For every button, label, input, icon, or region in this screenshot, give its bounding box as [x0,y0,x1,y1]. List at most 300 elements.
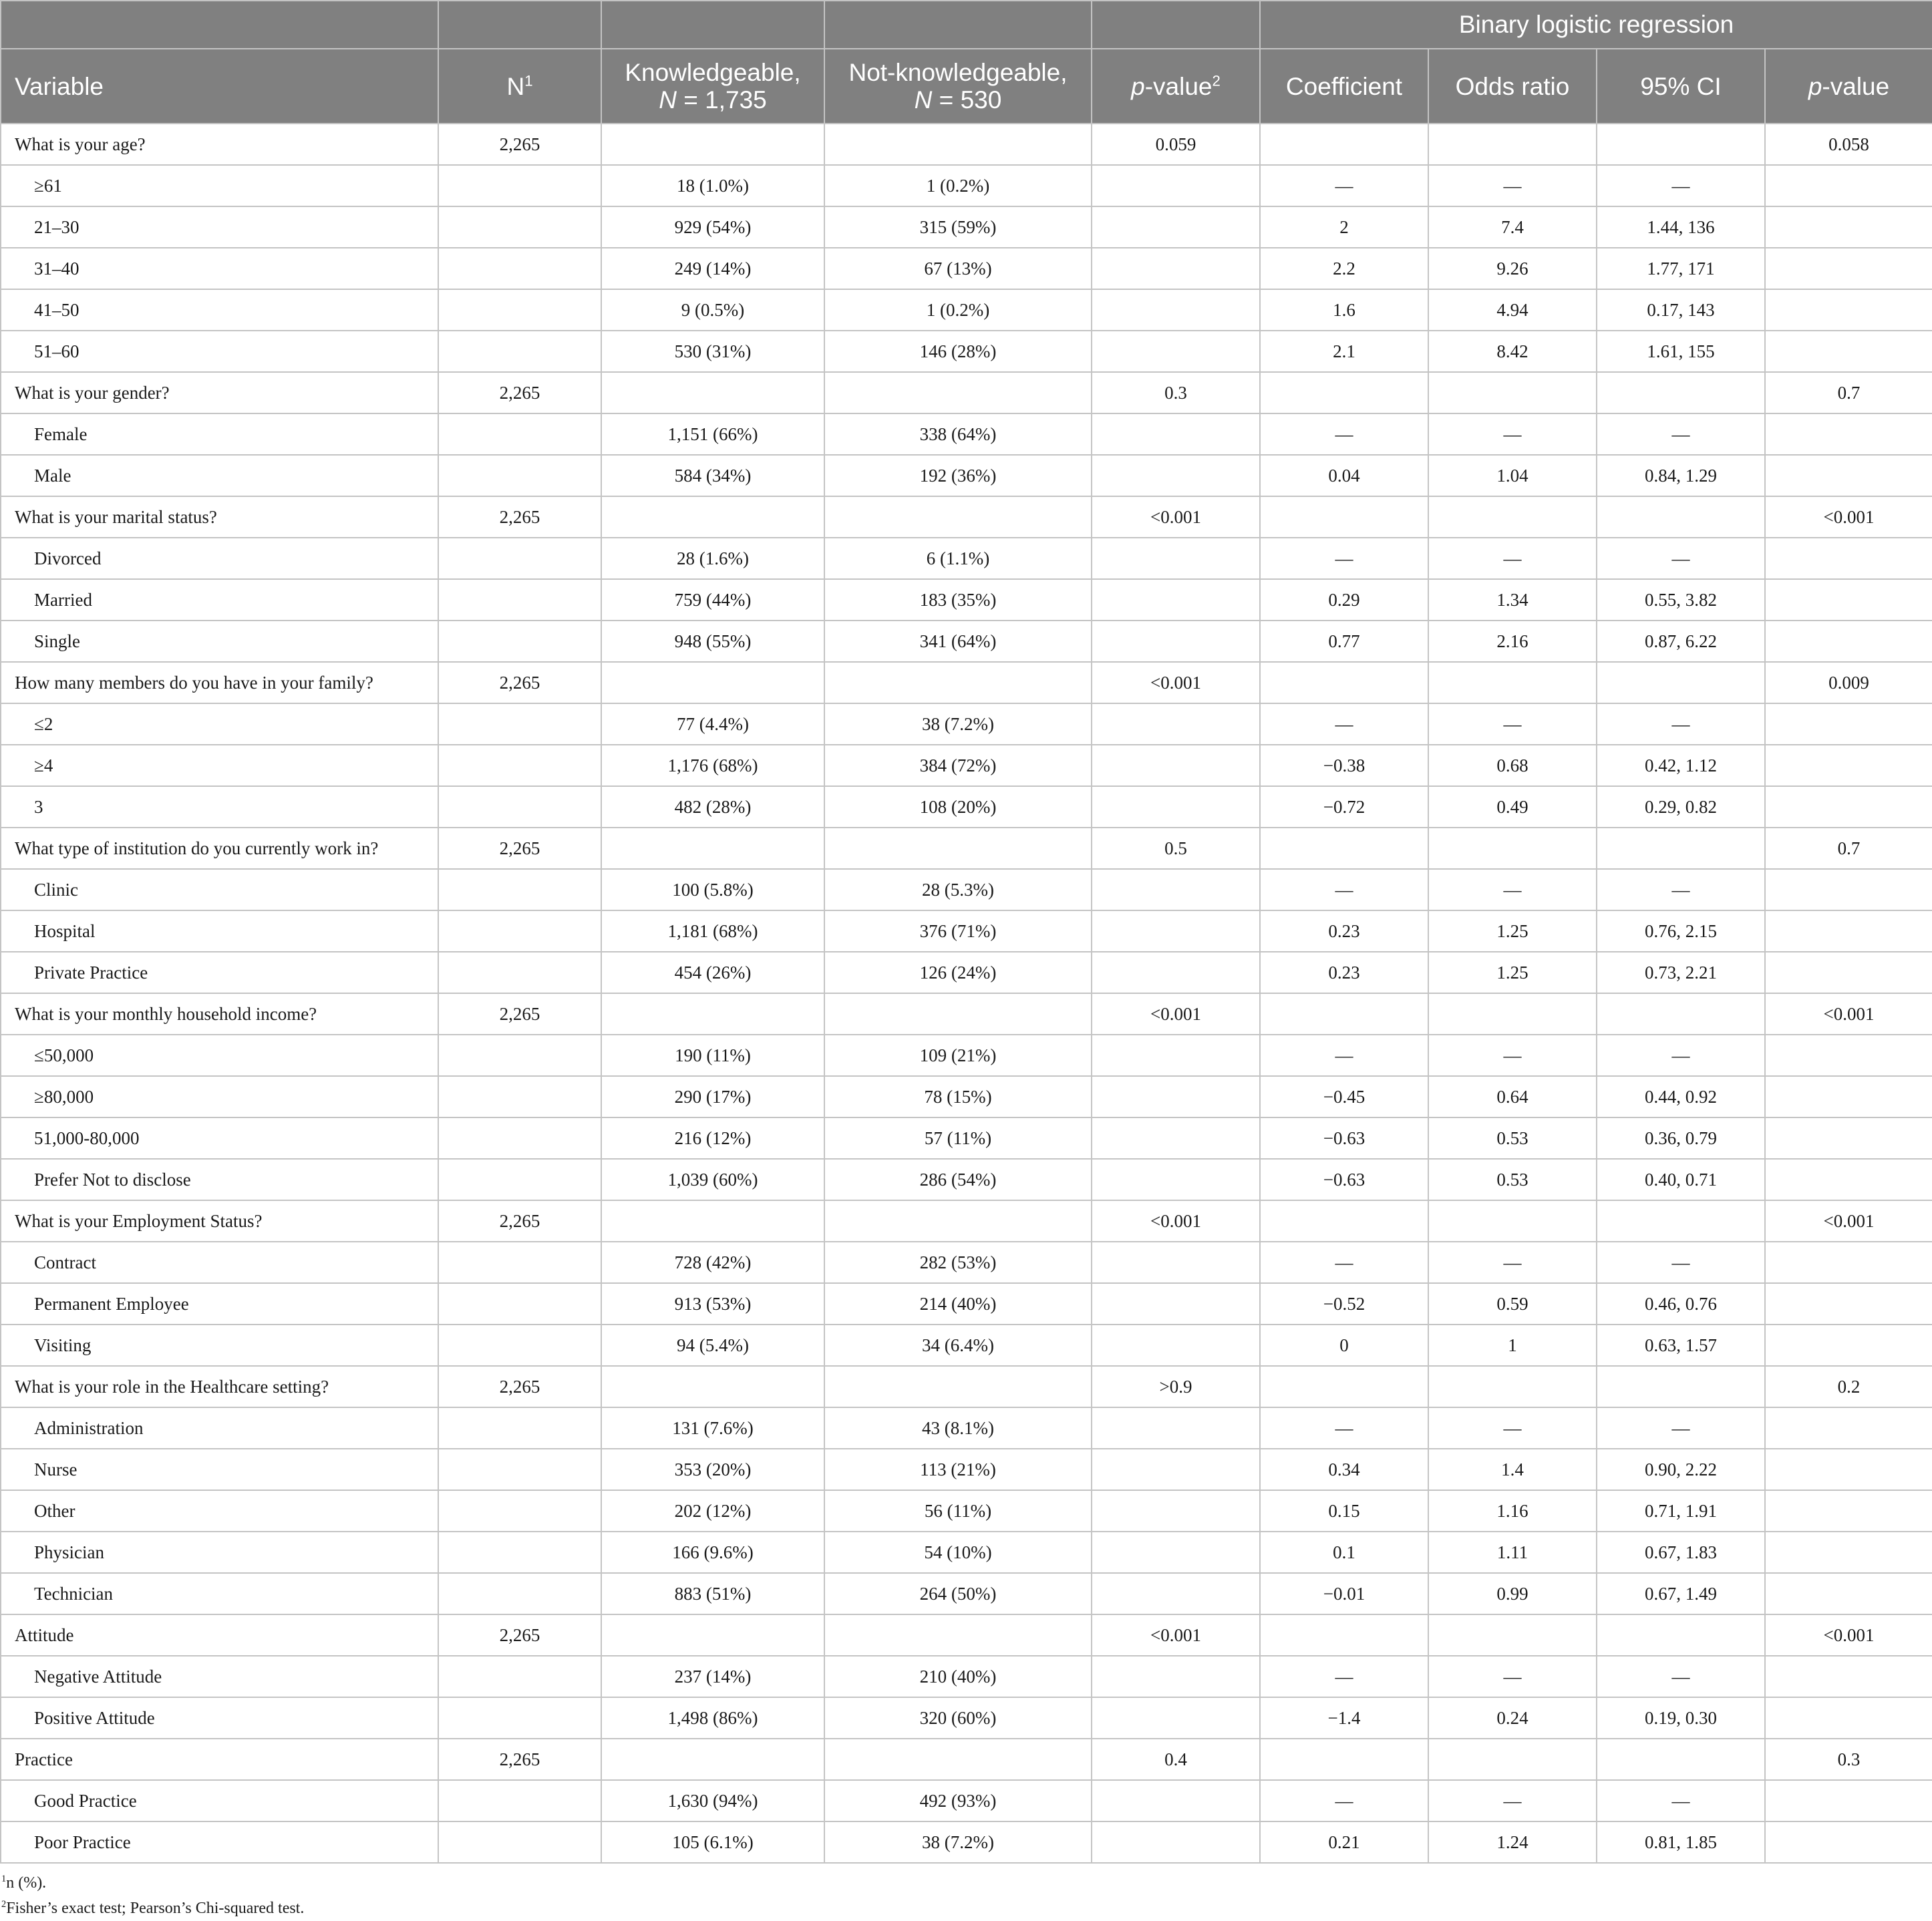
cell-variable: ≥80,000 [1,1076,438,1117]
cell-n [438,1821,601,1863]
cell-odds-ratio: — [1428,1035,1597,1076]
cell-n: 2,265 [438,372,601,413]
cell-variable: 51,000-80,000 [1,1117,438,1159]
table-row-level [1,621,1932,662]
cell-n [438,952,601,993]
cell-95-ci: 0.29, 0.82 [1597,786,1765,828]
cell-p-value: >0.9 [1092,1366,1260,1407]
cell-not-knowledgeable: 492 (93%) [824,1780,1092,1821]
cell-odds-ratio: 1.24 [1428,1821,1597,1863]
table-row-level [1,1159,1932,1200]
cell-n [438,1780,601,1821]
cell-coefficient: 0.23 [1260,952,1428,993]
cell-not-knowledgeable: 1 (0.2%) [824,289,1092,331]
cell-odds-ratio [1428,828,1597,869]
cell-variable: 51–60 [1,331,438,372]
cell-n: 2,265 [438,1200,601,1242]
table-row-level [1,952,1932,993]
cell-coefficient: 0.15 [1260,1490,1428,1532]
cell-95-ci [1597,1614,1765,1656]
cell-not-knowledgeable: 43 (8.1%) [824,1407,1092,1449]
cell-not-knowledgeable: 282 (53%) [824,1242,1092,1283]
cell-coefficient [1260,124,1428,165]
cell-knowledgeable [601,372,824,413]
cell-regression-p-value [1765,579,1932,621]
table-body [1,124,1932,1863]
table-row-level [1,206,1932,248]
cell-variable: Permanent Employee [1,1283,438,1325]
cell-regression-p-value [1765,1283,1932,1325]
cell-not-knowledgeable [824,1200,1092,1242]
cell-variable: ≤2 [1,703,438,745]
cell-regression-p-value [1765,952,1932,993]
cell-odds-ratio: 1 [1428,1325,1597,1366]
cell-regression-p-value [1765,1325,1932,1366]
cell-variable: Married [1,579,438,621]
cell-variable: Attitude [1,1614,438,1656]
cell-regression-p-value [1765,248,1932,289]
cell-95-ci [1597,1200,1765,1242]
cell-variable: Private Practice [1,952,438,993]
cell-regression-p-value [1765,165,1932,206]
cell-n: 2,265 [438,1614,601,1656]
cell-p-value [1092,579,1260,621]
table-row-level [1,1656,1932,1697]
cell-knowledgeable: 249 (14%) [601,248,824,289]
cell-coefficient: 0.21 [1260,1821,1428,1863]
table-row-level [1,869,1932,910]
footnote-1-sup: 1 [1,1874,7,1884]
cell-coefficient: — [1260,1035,1428,1076]
cell-n [438,1490,601,1532]
cell-knowledgeable: 131 (7.6%) [601,1407,824,1449]
cell-variable: What is your marital status? [1,496,438,538]
cell-variable: Nurse [1,1449,438,1490]
cell-variable: Positive Attitude [1,1697,438,1739]
cell-knowledgeable: 454 (26%) [601,952,824,993]
cell-p-value [1092,248,1260,289]
cell-p-value: 0.3 [1092,372,1260,413]
cell-regression-p-value [1765,621,1932,662]
header-coefficient: Coefficient [1260,49,1428,124]
cell-knowledgeable: 759 (44%) [601,579,824,621]
cell-variable: What type of institution do you currently work in? [1,828,438,869]
cell-p-value: 0.5 [1092,828,1260,869]
cell-regression-p-value [1765,1242,1932,1283]
table-row-level [1,1283,1932,1325]
cell-not-knowledgeable: 192 (36%) [824,455,1092,496]
cell-n [438,1532,601,1573]
table-row-variable [1,1200,1932,1242]
cell-not-knowledgeable: 1 (0.2%) [824,165,1092,206]
cell-regression-p-value [1765,1656,1932,1697]
table-row-level [1,786,1932,828]
table-row-level [1,289,1932,331]
cell-n [438,1035,601,1076]
cell-n [438,248,601,289]
cell-coefficient: 0.23 [1260,910,1428,952]
cell-regression-p-value: 0.058 [1765,124,1932,165]
cell-odds-ratio: 4.94 [1428,289,1597,331]
cell-95-ci: 0.63, 1.57 [1597,1325,1765,1366]
cell-odds-ratio: — [1428,1242,1597,1283]
cell-variable: Male [1,455,438,496]
cell-variable: Poor Practice [1,1821,438,1863]
cell-p-value [1092,206,1260,248]
cell-p-value [1092,786,1260,828]
cell-not-knowledgeable: 6 (1.1%) [824,538,1092,579]
cell-p-value [1092,1283,1260,1325]
cell-odds-ratio: — [1428,703,1597,745]
cell-95-ci [1597,662,1765,703]
cell-knowledgeable: 28 (1.6%) [601,538,824,579]
table-row-level [1,455,1932,496]
cell-not-knowledgeable: 338 (64%) [824,413,1092,455]
cell-odds-ratio: — [1428,869,1597,910]
cell-95-ci: 0.36, 0.79 [1597,1117,1765,1159]
table-row-level [1,1532,1932,1573]
cell-p-value [1092,745,1260,786]
cell-odds-ratio: — [1428,538,1597,579]
cell-n [438,1117,601,1159]
cell-n [438,1449,601,1490]
cell-not-knowledgeable [824,372,1092,413]
cell-n [438,331,601,372]
cell-knowledgeable: 94 (5.4%) [601,1325,824,1366]
cell-knowledgeable: 290 (17%) [601,1076,824,1117]
cell-95-ci: 0.84, 1.29 [1597,455,1765,496]
cell-odds-ratio: 0.49 [1428,786,1597,828]
cell-n [438,1656,601,1697]
cell-knowledgeable: 482 (28%) [601,786,824,828]
cell-regression-p-value [1765,1117,1932,1159]
cell-regression-p-value [1765,1449,1932,1490]
cell-p-value: <0.001 [1092,1614,1260,1656]
table-row-variable [1,1614,1932,1656]
cell-95-ci: — [1597,703,1765,745]
header-spacer [824,1,1092,49]
cell-not-knowledgeable: 320 (60%) [824,1697,1092,1739]
cell-regression-p-value [1765,1490,1932,1532]
cell-not-knowledgeable: 109 (21%) [824,1035,1092,1076]
cell-coefficient: 2.1 [1260,331,1428,372]
table-row-variable [1,662,1932,703]
cell-p-value [1092,1532,1260,1573]
cell-variable: Prefer Not to disclose [1,1159,438,1200]
cell-odds-ratio: 0.59 [1428,1283,1597,1325]
header-n-text: N [506,72,525,100]
cell-n: 2,265 [438,124,601,165]
cell-n [438,1159,601,1200]
cell-n [438,786,601,828]
cell-not-knowledgeable: 57 (11%) [824,1117,1092,1159]
cell-regression-p-value [1765,1697,1932,1739]
cell-not-knowledgeable: 214 (40%) [824,1283,1092,1325]
cell-odds-ratio [1428,1614,1597,1656]
cell-n [438,579,601,621]
cell-n [438,538,601,579]
cell-regression-p-value: <0.001 [1765,496,1932,538]
cell-coefficient [1260,828,1428,869]
header-not-knowledgeable [824,49,1092,124]
table-row-level [1,165,1932,206]
cell-variable: Female [1,413,438,455]
table-row-level [1,910,1932,952]
table-row-level [1,1573,1932,1614]
cell-n: 2,265 [438,662,601,703]
cell-p-value [1092,1035,1260,1076]
cell-knowledgeable: 216 (12%) [601,1117,824,1159]
cell-coefficient: 0.77 [1260,621,1428,662]
table-row-level [1,1242,1932,1283]
cell-coefficient [1260,496,1428,538]
cell-variable: Single [1,621,438,662]
cell-not-knowledgeable: 384 (72%) [824,745,1092,786]
table-row-level [1,703,1932,745]
table-row-variable [1,828,1932,869]
cell-not-knowledgeable: 286 (54%) [824,1159,1092,1200]
cell-odds-ratio: 1.4 [1428,1449,1597,1490]
cell-not-knowledgeable: 315 (59%) [824,206,1092,248]
cell-p-value [1092,1076,1260,1117]
header-n [438,49,601,124]
cell-odds-ratio [1428,662,1597,703]
cell-variable: Contract [1,1242,438,1283]
table-row-variable [1,496,1932,538]
cell-p-value [1092,952,1260,993]
cell-not-knowledgeable: 56 (11%) [824,1490,1092,1532]
cell-p-value [1092,1325,1260,1366]
cell-knowledgeable: 1,151 (66%) [601,413,824,455]
header-spacer [1,1,438,49]
cell-not-knowledgeable: 341 (64%) [824,621,1092,662]
cell-knowledgeable: 353 (20%) [601,1449,824,1490]
cell-odds-ratio: 7.4 [1428,206,1597,248]
cell-95-ci [1597,372,1765,413]
table-header [1,1,1932,124]
cell-p-value: <0.001 [1092,1200,1260,1242]
cell-not-knowledgeable: 146 (28%) [824,331,1092,372]
cell-p-value: 0.059 [1092,124,1260,165]
table-row-variable [1,993,1932,1035]
cell-95-ci: 0.40, 0.71 [1597,1159,1765,1200]
cell-n [438,1573,601,1614]
table-row-level [1,1035,1932,1076]
table-row-level [1,248,1932,289]
cell-regression-p-value [1765,331,1932,372]
table-row-level [1,1449,1932,1490]
cell-coefficient [1260,1366,1428,1407]
cell-not-knowledgeable: 38 (7.2%) [824,1821,1092,1863]
cell-regression-p-value [1765,1159,1932,1200]
cell-regression-p-value: <0.001 [1765,1200,1932,1242]
cell-knowledgeable: 948 (55%) [601,621,824,662]
cell-odds-ratio: 0.99 [1428,1573,1597,1614]
header-spacer [438,1,601,49]
cell-p-value [1092,413,1260,455]
cell-regression-p-value [1765,1035,1932,1076]
cell-n [438,869,601,910]
cell-p-value [1092,1449,1260,1490]
header-group-row [1,1,1932,49]
cell-p-value: <0.001 [1092,993,1260,1035]
cell-n [438,289,601,331]
cell-variable: What is your age? [1,124,438,165]
cell-coefficient: −1.4 [1260,1697,1428,1739]
cell-variable: 31–40 [1,248,438,289]
table-row-level [1,745,1932,786]
cell-knowledgeable: 166 (9.6%) [601,1532,824,1573]
table-row-level [1,579,1932,621]
cell-regression-p-value: 0.3 [1765,1739,1932,1780]
cell-95-ci [1597,496,1765,538]
cell-regression-p-value [1765,289,1932,331]
table-row-level [1,1490,1932,1532]
cell-coefficient [1260,1614,1428,1656]
cell-variable: 21–30 [1,206,438,248]
cell-p-value [1092,1780,1260,1821]
cell-odds-ratio: 1.04 [1428,455,1597,496]
cell-variable: Technician [1,1573,438,1614]
header-not-knowledgeable-n: N [914,86,933,114]
cell-variable: Visiting [1,1325,438,1366]
cell-95-ci: — [1597,1242,1765,1283]
cell-regression-p-value: 0.7 [1765,372,1932,413]
cell-variable: ≥61 [1,165,438,206]
cell-coefficient: — [1260,538,1428,579]
cell-coefficient: — [1260,1407,1428,1449]
cell-n [438,1407,601,1449]
cell-odds-ratio: 0.24 [1428,1697,1597,1739]
cell-odds-ratio: 2.16 [1428,621,1597,662]
cell-p-value [1092,1573,1260,1614]
cell-coefficient [1260,1739,1428,1780]
cell-odds-ratio: 1.11 [1428,1532,1597,1573]
header-variable: Variable [1,49,438,124]
table-row-level [1,1117,1932,1159]
cell-knowledgeable [601,993,824,1035]
cell-p-value [1092,1490,1260,1532]
cell-95-ci [1597,828,1765,869]
cell-coefficient: — [1260,165,1428,206]
cell-odds-ratio: 0.64 [1428,1076,1597,1117]
cell-knowledgeable: 77 (4.4%) [601,703,824,745]
cell-p-value [1092,1821,1260,1863]
cell-not-knowledgeable [824,993,1092,1035]
cell-n [438,703,601,745]
cell-p-value [1092,1117,1260,1159]
cell-variable: Physician [1,1532,438,1573]
cell-not-knowledgeable [824,662,1092,703]
cell-knowledgeable: 913 (53%) [601,1283,824,1325]
cell-coefficient: −0.63 [1260,1159,1428,1200]
cell-95-ci: — [1597,413,1765,455]
footnote-2-sup: 2 [1,1899,7,1910]
cell-p-value [1092,869,1260,910]
cell-p-value [1092,1159,1260,1200]
cell-regression-p-value [1765,1780,1932,1821]
cell-95-ci: 0.90, 2.22 [1597,1449,1765,1490]
cell-n [438,1242,601,1283]
cell-n [438,910,601,952]
cell-variable: 41–50 [1,289,438,331]
cell-not-knowledgeable: 38 (7.2%) [824,703,1092,745]
cell-p-value [1092,289,1260,331]
cell-not-knowledgeable: 108 (20%) [824,786,1092,828]
table-row-level [1,1325,1932,1366]
cell-95-ci: 0.55, 3.82 [1597,579,1765,621]
cell-n: 2,265 [438,1739,601,1780]
table-row-variable [1,372,1932,413]
cell-variable: Practice [1,1739,438,1780]
header-95-ci: 95% CI [1597,49,1765,124]
cell-p-value [1092,1242,1260,1283]
cell-p-value [1092,1697,1260,1739]
header-p-sup: 2 [1212,72,1221,90]
cell-regression-p-value: <0.001 [1765,1614,1932,1656]
header-knowledgeable-label: Knowledgeable, [625,59,801,86]
cell-odds-ratio [1428,124,1597,165]
cell-coefficient: −0.52 [1260,1283,1428,1325]
cell-knowledgeable [601,1614,824,1656]
cell-95-ci: 0.73, 2.21 [1597,952,1765,993]
cell-n: 2,265 [438,1366,601,1407]
cell-coefficient: — [1260,413,1428,455]
cell-knowledgeable [601,1366,824,1407]
cell-odds-ratio [1428,496,1597,538]
cell-variable: ≤50,000 [1,1035,438,1076]
cell-coefficient: −0.63 [1260,1117,1428,1159]
table-row-level [1,1697,1932,1739]
cell-95-ci: 1.44, 136 [1597,206,1765,248]
cell-regression-p-value [1765,1076,1932,1117]
cell-coefficient: — [1260,1780,1428,1821]
cell-n [438,1076,601,1117]
cell-coefficient: — [1260,1242,1428,1283]
cell-95-ci: 0.76, 2.15 [1597,910,1765,952]
cell-coefficient [1260,1200,1428,1242]
table-row-level [1,413,1932,455]
cell-coefficient: 2 [1260,206,1428,248]
cell-regression-p-value [1765,786,1932,828]
cell-n [438,1697,601,1739]
cell-p-value: <0.001 [1092,662,1260,703]
cell-95-ci: 0.71, 1.91 [1597,1490,1765,1532]
header-p-rest: -value [1144,72,1213,100]
cell-not-knowledgeable: 183 (35%) [824,579,1092,621]
cell-not-knowledgeable [824,1614,1092,1656]
cell-knowledgeable: 1,630 (94%) [601,1780,824,1821]
cell-not-knowledgeable: 376 (71%) [824,910,1092,952]
cell-coefficient: −0.72 [1260,786,1428,828]
cell-variable: How many members do you have in your family? [1,662,438,703]
cell-coefficient: −0.01 [1260,1573,1428,1614]
cell-95-ci: — [1597,1035,1765,1076]
cell-95-ci: 0.87, 6.22 [1597,621,1765,662]
cell-95-ci [1597,1366,1765,1407]
header-p2-rest: -value [1822,72,1890,100]
cell-n: 2,265 [438,993,601,1035]
cell-odds-ratio: — [1428,1407,1597,1449]
header-n-sup: 1 [524,72,533,90]
cell-odds-ratio [1428,1366,1597,1407]
cell-n [438,1283,601,1325]
cell-variable: Negative Attitude [1,1656,438,1697]
cell-95-ci: 0.46, 0.76 [1597,1283,1765,1325]
cell-variable: What is your Employment Status? [1,1200,438,1242]
cell-95-ci: — [1597,1780,1765,1821]
cell-95-ci: — [1597,165,1765,206]
